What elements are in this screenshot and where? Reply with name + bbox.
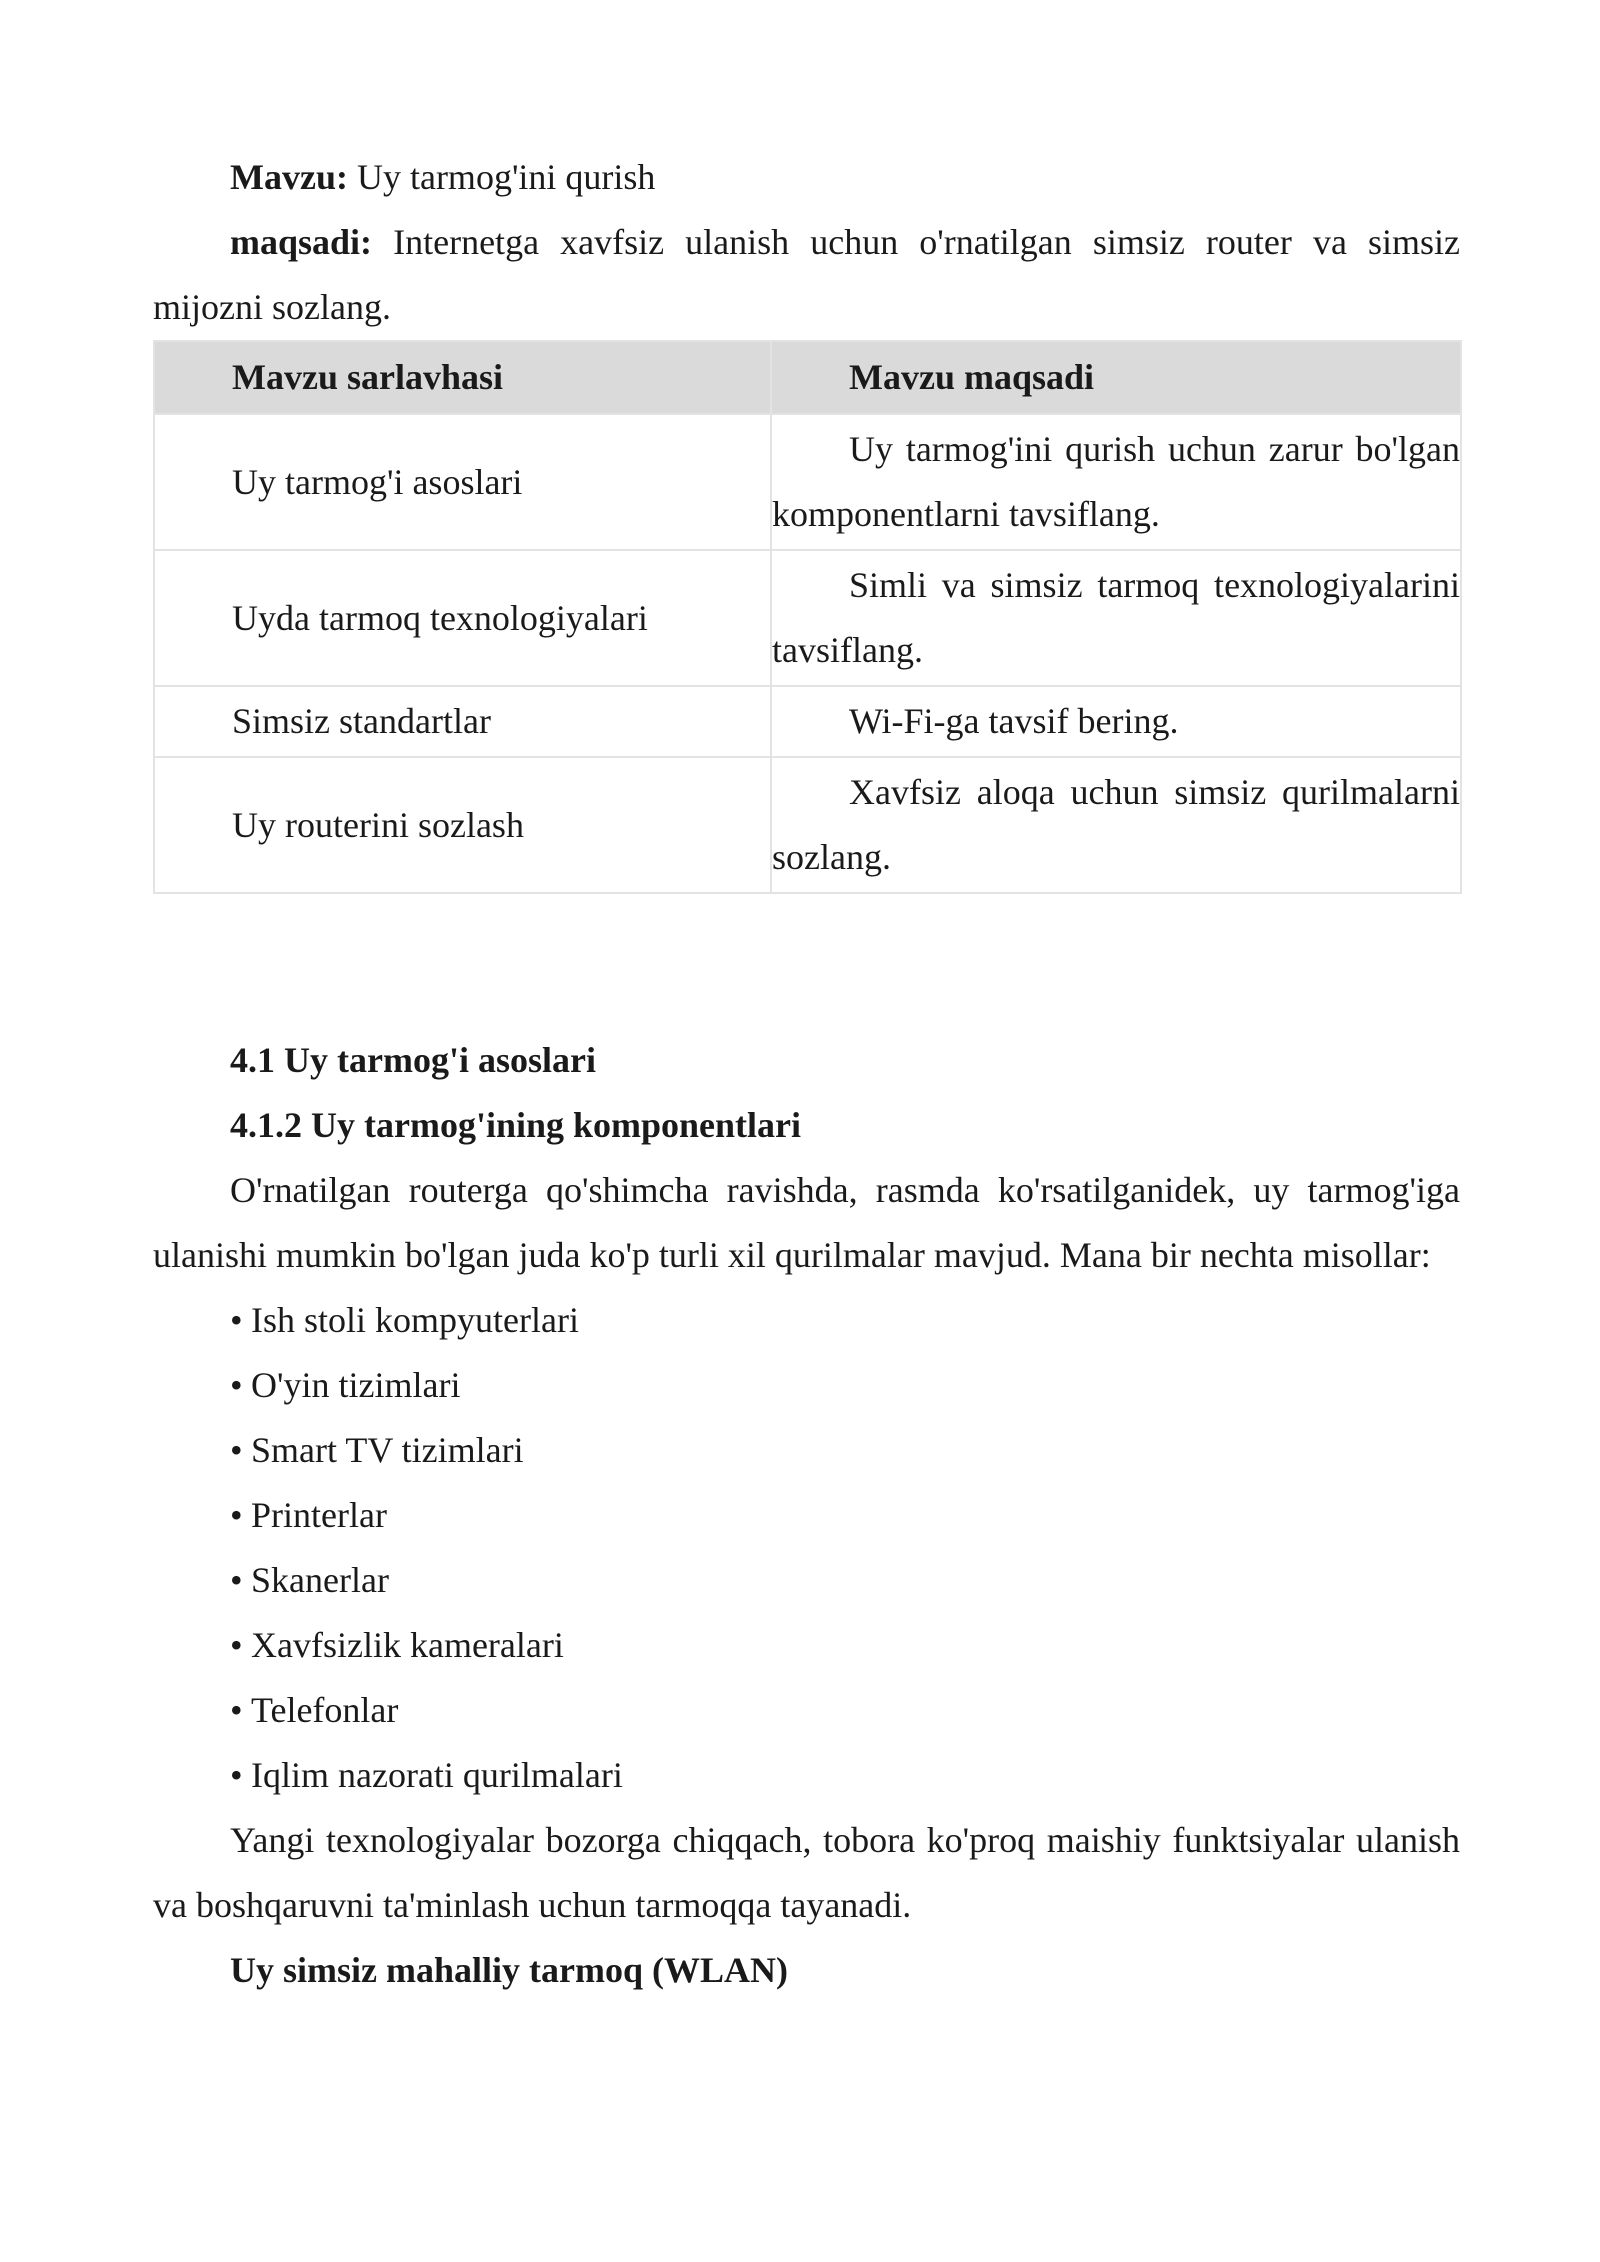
- table-cell: [154, 757, 771, 893]
- list-item: [230, 1353, 1460, 1418]
- section-spacer: [153, 894, 1460, 1028]
- bullet-icon: •: [230, 1430, 243, 1470]
- bullet-icon: •: [230, 1625, 243, 1665]
- table-cell: [154, 550, 771, 686]
- list-item-text: Smart TV tizimlari: [251, 1430, 524, 1470]
- bullet-icon: •: [230, 1365, 243, 1405]
- list-item-text: Ish stoli kompyuterlari: [251, 1300, 579, 1340]
- list-item: [230, 1483, 1460, 1548]
- row-title: Uy routerini sozlash: [232, 804, 524, 845]
- table-row: [154, 686, 1461, 757]
- row-goal: Xavfsiz aloqa uchun simsiz qurilmalarni sozlang.: [772, 771, 1460, 877]
- device-list: [153, 1288, 1460, 1808]
- row-goal: Uy tarmog'ini qurish uchun zarur bo'lgan komponentlarni tavsiflang.: [772, 428, 1460, 534]
- list-item: [230, 1613, 1460, 1678]
- topics-table: [153, 340, 1462, 894]
- document-content: [153, 145, 1460, 2003]
- list-item-text: Iqlim nazorati qurilmalari: [251, 1755, 623, 1795]
- table-header-row: [154, 341, 1461, 414]
- table-cell: [154, 414, 771, 550]
- list-item: [230, 1288, 1460, 1353]
- table-header-cell: [771, 341, 1461, 414]
- table-cell: [771, 757, 1461, 893]
- row-goal: Wi-Fi-ga tavsif bering.: [849, 700, 1179, 741]
- list-item-text: Skanerlar: [251, 1560, 389, 1600]
- topic-line: [153, 145, 1460, 210]
- bullet-icon: •: [230, 1690, 243, 1730]
- row-title: Uyda tarmoq texnologiyalari: [232, 597, 648, 638]
- goal-paragraph: [153, 210, 1460, 340]
- bullet-icon: •: [230, 1495, 243, 1535]
- table-header-cell: [154, 341, 771, 414]
- table-row: [154, 757, 1461, 893]
- technology-paragraph: Yangi texnologiyalar bozorga chiqqach, tobora ko'proq maishiy funktsiyalar ulanish va boshqaruvni ta'minlash uchun tarmoqqa tayanadi.: [153, 1820, 1460, 1925]
- table-cell: [771, 414, 1461, 550]
- bullet-icon: •: [230, 1755, 243, 1795]
- list-item: [230, 1548, 1460, 1613]
- goal-label: maqsadi:: [230, 222, 373, 262]
- table-row: [154, 550, 1461, 686]
- goal-value: Internetga xavfsiz ulanish uchun o'rnatilgan simsiz router va simsiz mijozni sozlang.: [153, 222, 1461, 327]
- table-cell: [771, 686, 1461, 757]
- components-paragraph: O'rnatilgan routerga qo'shimcha ravishda, rasmda ko'rsatilganidek, uy tarmog'iga ulanishi mumkin bo'lgan juda ko'p turli xil qurilmalar mavjud. Mana bir nechta misollar:: [153, 1170, 1460, 1275]
- row-title: Uy tarmog'i asoslari: [232, 461, 523, 502]
- list-item-text: O'yin tizimlari: [251, 1365, 461, 1405]
- row-goal: Simli va simsiz tarmoq texnologiyalarini tavsiflang.: [772, 564, 1460, 670]
- wlan-heading: Uy simsiz mahalliy tarmoq (WLAN): [230, 1950, 788, 1990]
- list-item: [230, 1678, 1460, 1743]
- bullet-icon: •: [230, 1560, 243, 1600]
- bullet-icon: •: [230, 1300, 243, 1340]
- subsection-heading: 4.1.2 Uy tarmog'ining komponentlari: [230, 1105, 802, 1145]
- header-title-col: Mavzu sarlavhasi: [232, 357, 504, 397]
- topic-value: Uy tarmog'ini qurish: [356, 157, 656, 197]
- topic-label: Mavzu:: [230, 157, 348, 197]
- table-row: [154, 414, 1461, 550]
- table-cell: [771, 550, 1461, 686]
- list-item-text: Printerlar: [251, 1495, 387, 1535]
- list-item: [230, 1418, 1460, 1483]
- header-goal-col: Mavzu maqsadi: [849, 357, 1095, 397]
- table-cell: [154, 686, 771, 757]
- section-heading: 4.1 Uy tarmog'i asoslari: [230, 1040, 596, 1080]
- list-item: [230, 1743, 1460, 1808]
- list-item-text: Xavfsizlik kameralari: [251, 1625, 564, 1665]
- list-item-text: Telefonlar: [251, 1690, 399, 1730]
- row-title: Simsiz standartlar: [232, 701, 491, 741]
